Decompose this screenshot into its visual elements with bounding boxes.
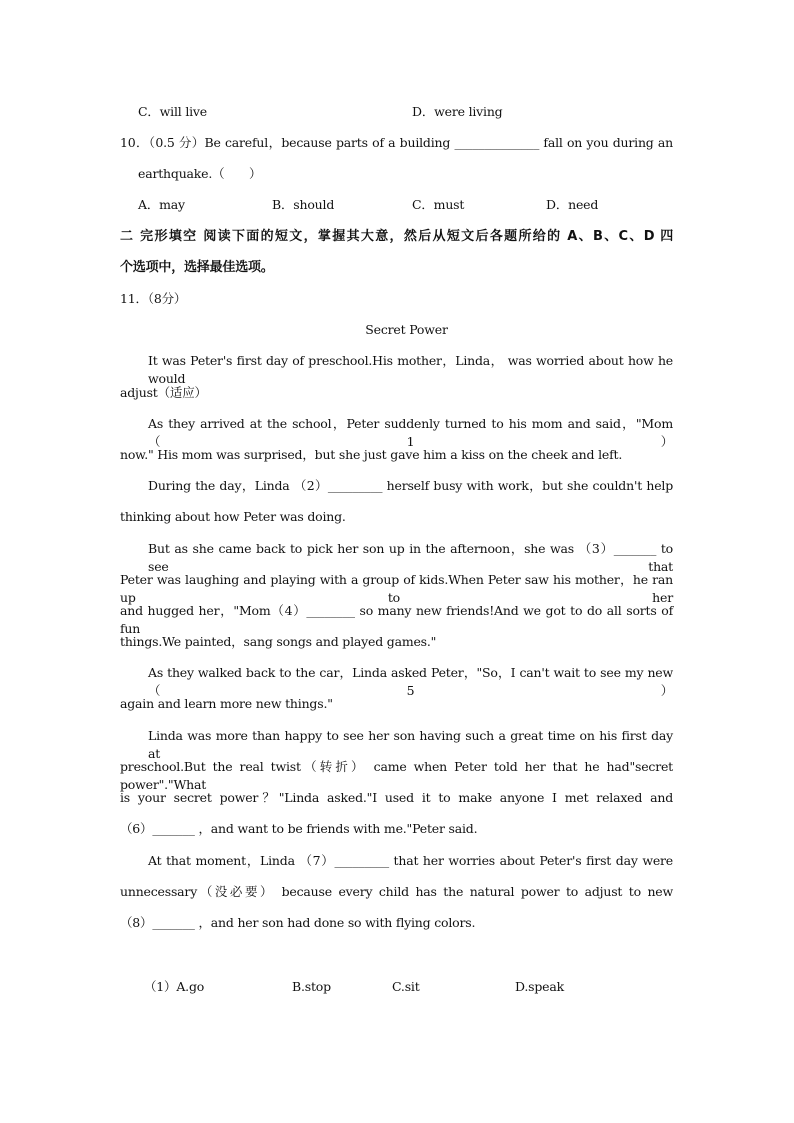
q10-option-d: D．need: [546, 197, 599, 212]
passage-line-2: adjust（适应）: [120, 385, 207, 400]
passage-line-12: again and learn more new things.": [120, 696, 333, 711]
passage-line-10: things.We painted，sang songs and played games.": [120, 634, 437, 649]
passage-line-19: （8）_______ ，and her son had done so with flying colors.: [120, 915, 476, 930]
passage-line-8: Peter was laughing and playing with a group of kids.When Peter saw his mother，he ran up to her: [120, 572, 673, 605]
passage-line-4: now." His mom was surprised，but she just gave him a kiss on the cheek and left.: [120, 447, 623, 462]
q10-option-a: A．may: [138, 197, 185, 212]
passage-line-9: and hugged her，"Mom（4）________ so many new friends!And we got to do all sorts of fun: [120, 603, 673, 636]
q11-1-option-b: B.stop: [292, 979, 331, 994]
passage-line-7: But as she came back to pick her son up in the afternoon，she was （3）_______ to see that: [148, 541, 673, 574]
passage-line-1: It was Peter's first day of preschool.His mother，Linda， was worried about how he would: [148, 353, 673, 386]
passage-title: Secret Power: [365, 322, 448, 337]
q11-1-option-d: D.speak: [515, 979, 564, 994]
q10-option-b: B．should: [272, 197, 335, 212]
passage-line-18: unnecessary（没必要） because every child has the natural power to adjust to new: [120, 884, 673, 899]
passage-line-5: During the day，Linda （2）_________ herself busy with work，but she couldn't help: [148, 478, 673, 493]
passage-line-13: Linda was more than happy to see her son having such a great time on his first day at: [148, 728, 673, 761]
q10-stem-line2: earthquake.（ ）: [138, 166, 262, 181]
passage-line-17: At that moment，Linda （7）_________ that her worries about Peter's first day were: [148, 853, 673, 868]
q11-header: 11．（8分）: [120, 291, 187, 306]
q9-option-c: C．will live: [138, 104, 207, 119]
passage-line-15: is your secret power？"Linda asked."I used it to make anyone I met relaxed and: [120, 790, 673, 805]
q11-1-option-c: C.sit: [392, 979, 420, 994]
q10-stem-line1: 10．（0.5 分）Be careful，because parts of a building ______________ fall on you during an: [120, 135, 673, 150]
passage-line-11: As they walked back to the car，Linda asked Peter，"So，I can't wait to see my new （5）: [148, 665, 673, 698]
q9-option-d: D．were living: [412, 104, 503, 119]
q11-1-option-a: （1）A.go: [144, 979, 205, 994]
section2-heading-line1: 二 完形填空 阅读下面的短文，掌握其大意，然后从短文后各题所给的 A、B、C、D 四: [120, 229, 673, 244]
passage-line-6: thinking about how Peter was doing.: [120, 509, 346, 524]
section2-heading-line2: 个选项中，选择最佳选项。: [120, 260, 274, 275]
passage-line-14: preschool.But the real twist（转折） came when Peter told her that he had"secret power"."What: [120, 759, 673, 792]
passage-line-3: As they arrived at the school，Peter suddenly turned to his mom and said，"Mom（1）: [148, 416, 673, 449]
q10-option-c: C．must: [412, 197, 465, 212]
passage-line-16: （6）_______ ，and want to be friends with me."Peter said.: [120, 821, 478, 836]
